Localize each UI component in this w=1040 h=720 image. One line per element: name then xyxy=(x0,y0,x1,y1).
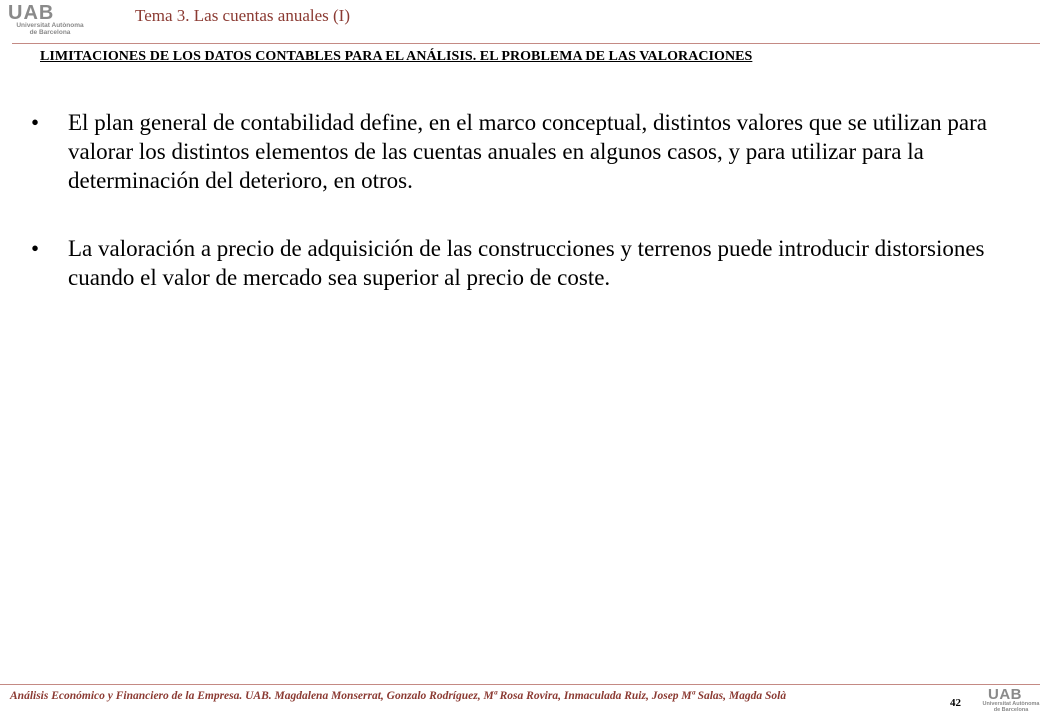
section-title: LIMITACIONES DE LOS DATOS CONTABLES PARA EL ANÁLISIS. EL PROBLEMA DE LAS VALORACIONES xyxy=(40,49,753,64)
uab-logo-caption: Universitat Autònoma de Barcelona xyxy=(16,22,84,36)
header-divider xyxy=(12,43,1040,44)
bullet-item xyxy=(28,234,1008,292)
bullet-text: La valoración a precio de adquisición de las construcciones y terrenos puede introducir distorsiones cuando el valor de mercado sea superior al precio de coste. xyxy=(68,236,985,290)
bullet-icon: • xyxy=(31,236,40,261)
uab-logo-footer-caption: Universitat Autònoma de Barcelona xyxy=(982,701,1040,713)
footer-credits: Análisis Económico y Financiero de la Empresa. UAB. Magdalena Monserrat, Gonzalo Rodríguez, Mª Rosa Rovira, Inmaculada Ruiz, Josep Mª Salas, Magda Solà xyxy=(10,690,787,702)
page-number: 42 xyxy=(950,697,961,709)
uab-logo-footer-mark xyxy=(988,686,1034,701)
footer-divider xyxy=(0,684,1040,685)
bullet-text: El plan general de contabilidad define, en el marco conceptual, distintos valores que se utilizan para valorar los distintos elementos de las cuentas anuales en algunos casos, y para utilizar para la determinación del deterioro, en otros. xyxy=(68,110,988,193)
bullet-icon: • xyxy=(31,110,40,135)
svg-text:UAB: UAB xyxy=(988,686,1022,701)
uab-logo xyxy=(8,2,88,40)
header-title: Tema 3. Las cuentas anuales (I) xyxy=(135,6,350,25)
bullet-list xyxy=(28,108,1008,331)
uab-logo-footer xyxy=(982,686,1040,720)
bullet-item xyxy=(28,108,1008,195)
svg-text:UAB: UAB xyxy=(8,2,55,22)
uab-logo-mark xyxy=(8,2,72,22)
